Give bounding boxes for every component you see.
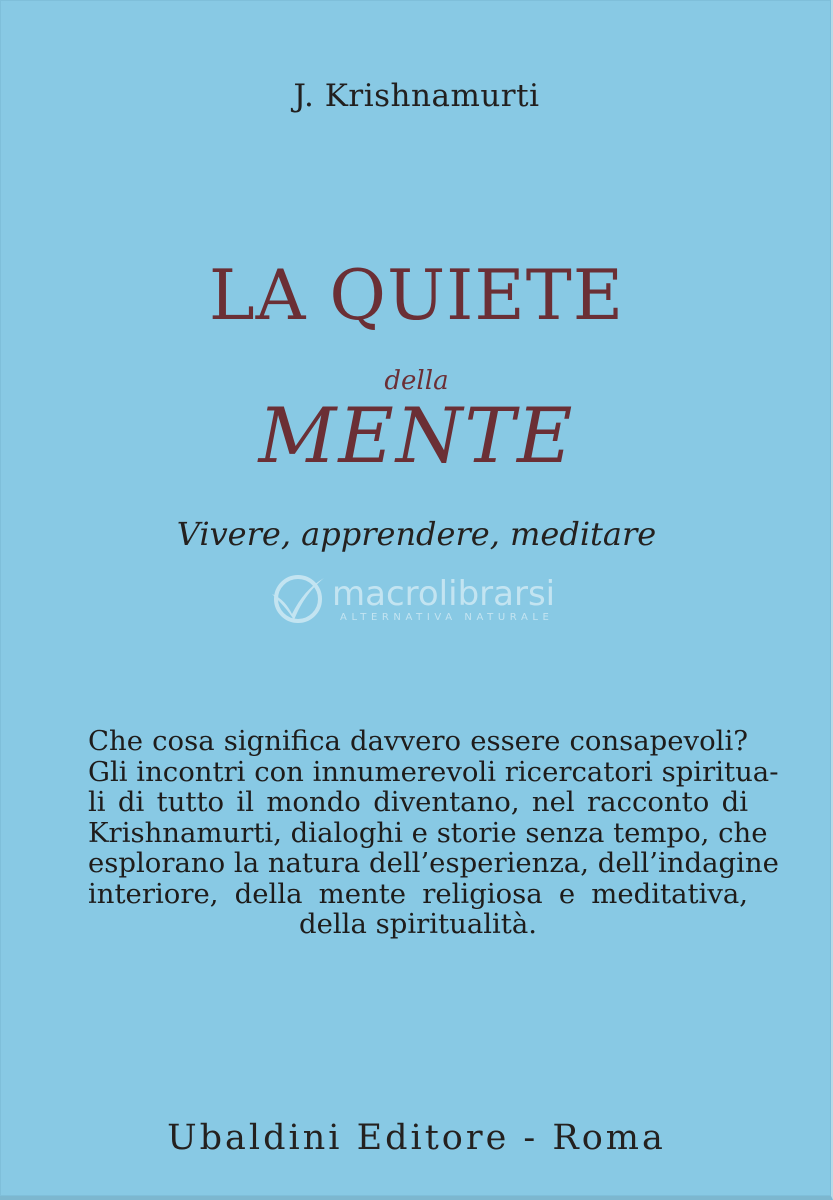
watermark-tagline: ALTERNATIVA NATURALE — [340, 612, 554, 623]
title-line-main: LA QUIETE — [208, 256, 625, 336]
title-line-secondary: MENTE — [258, 391, 575, 480]
blurb-line: Krishnamurti, dialoghi e storie senza tempo, che — [88, 816, 768, 849]
blurb-line: li di tutto il mondo diventano, nel racconto di — [88, 786, 748, 818]
publisher-name: Ubaldini Editore - Roma — [167, 1118, 666, 1158]
blurb-line: Che cosa significa davvero essere consapevoli? — [88, 725, 748, 757]
blurb-line: Gli incontri con innumerevoli ricercatori spiritua- — [88, 755, 779, 788]
title-line-connector: della — [384, 366, 449, 396]
blurb-line: esplorano la natura dell’esperienza, dell’indagine — [88, 847, 779, 879]
blurb-line: della spiritualità. — [299, 908, 537, 940]
blurb-line: interiore, della mente religiosa e meditativa, — [88, 877, 748, 910]
watermark-name: macrolibrarsi — [332, 574, 556, 614]
watermark — [268, 570, 578, 630]
checkmark-circle-icon — [268, 572, 326, 626]
subtitle: Vivere, apprendere, meditare — [176, 515, 657, 553]
back-cover-blurb — [88, 725, 779, 940]
author-name: J. Krishnamurti — [293, 78, 540, 114]
